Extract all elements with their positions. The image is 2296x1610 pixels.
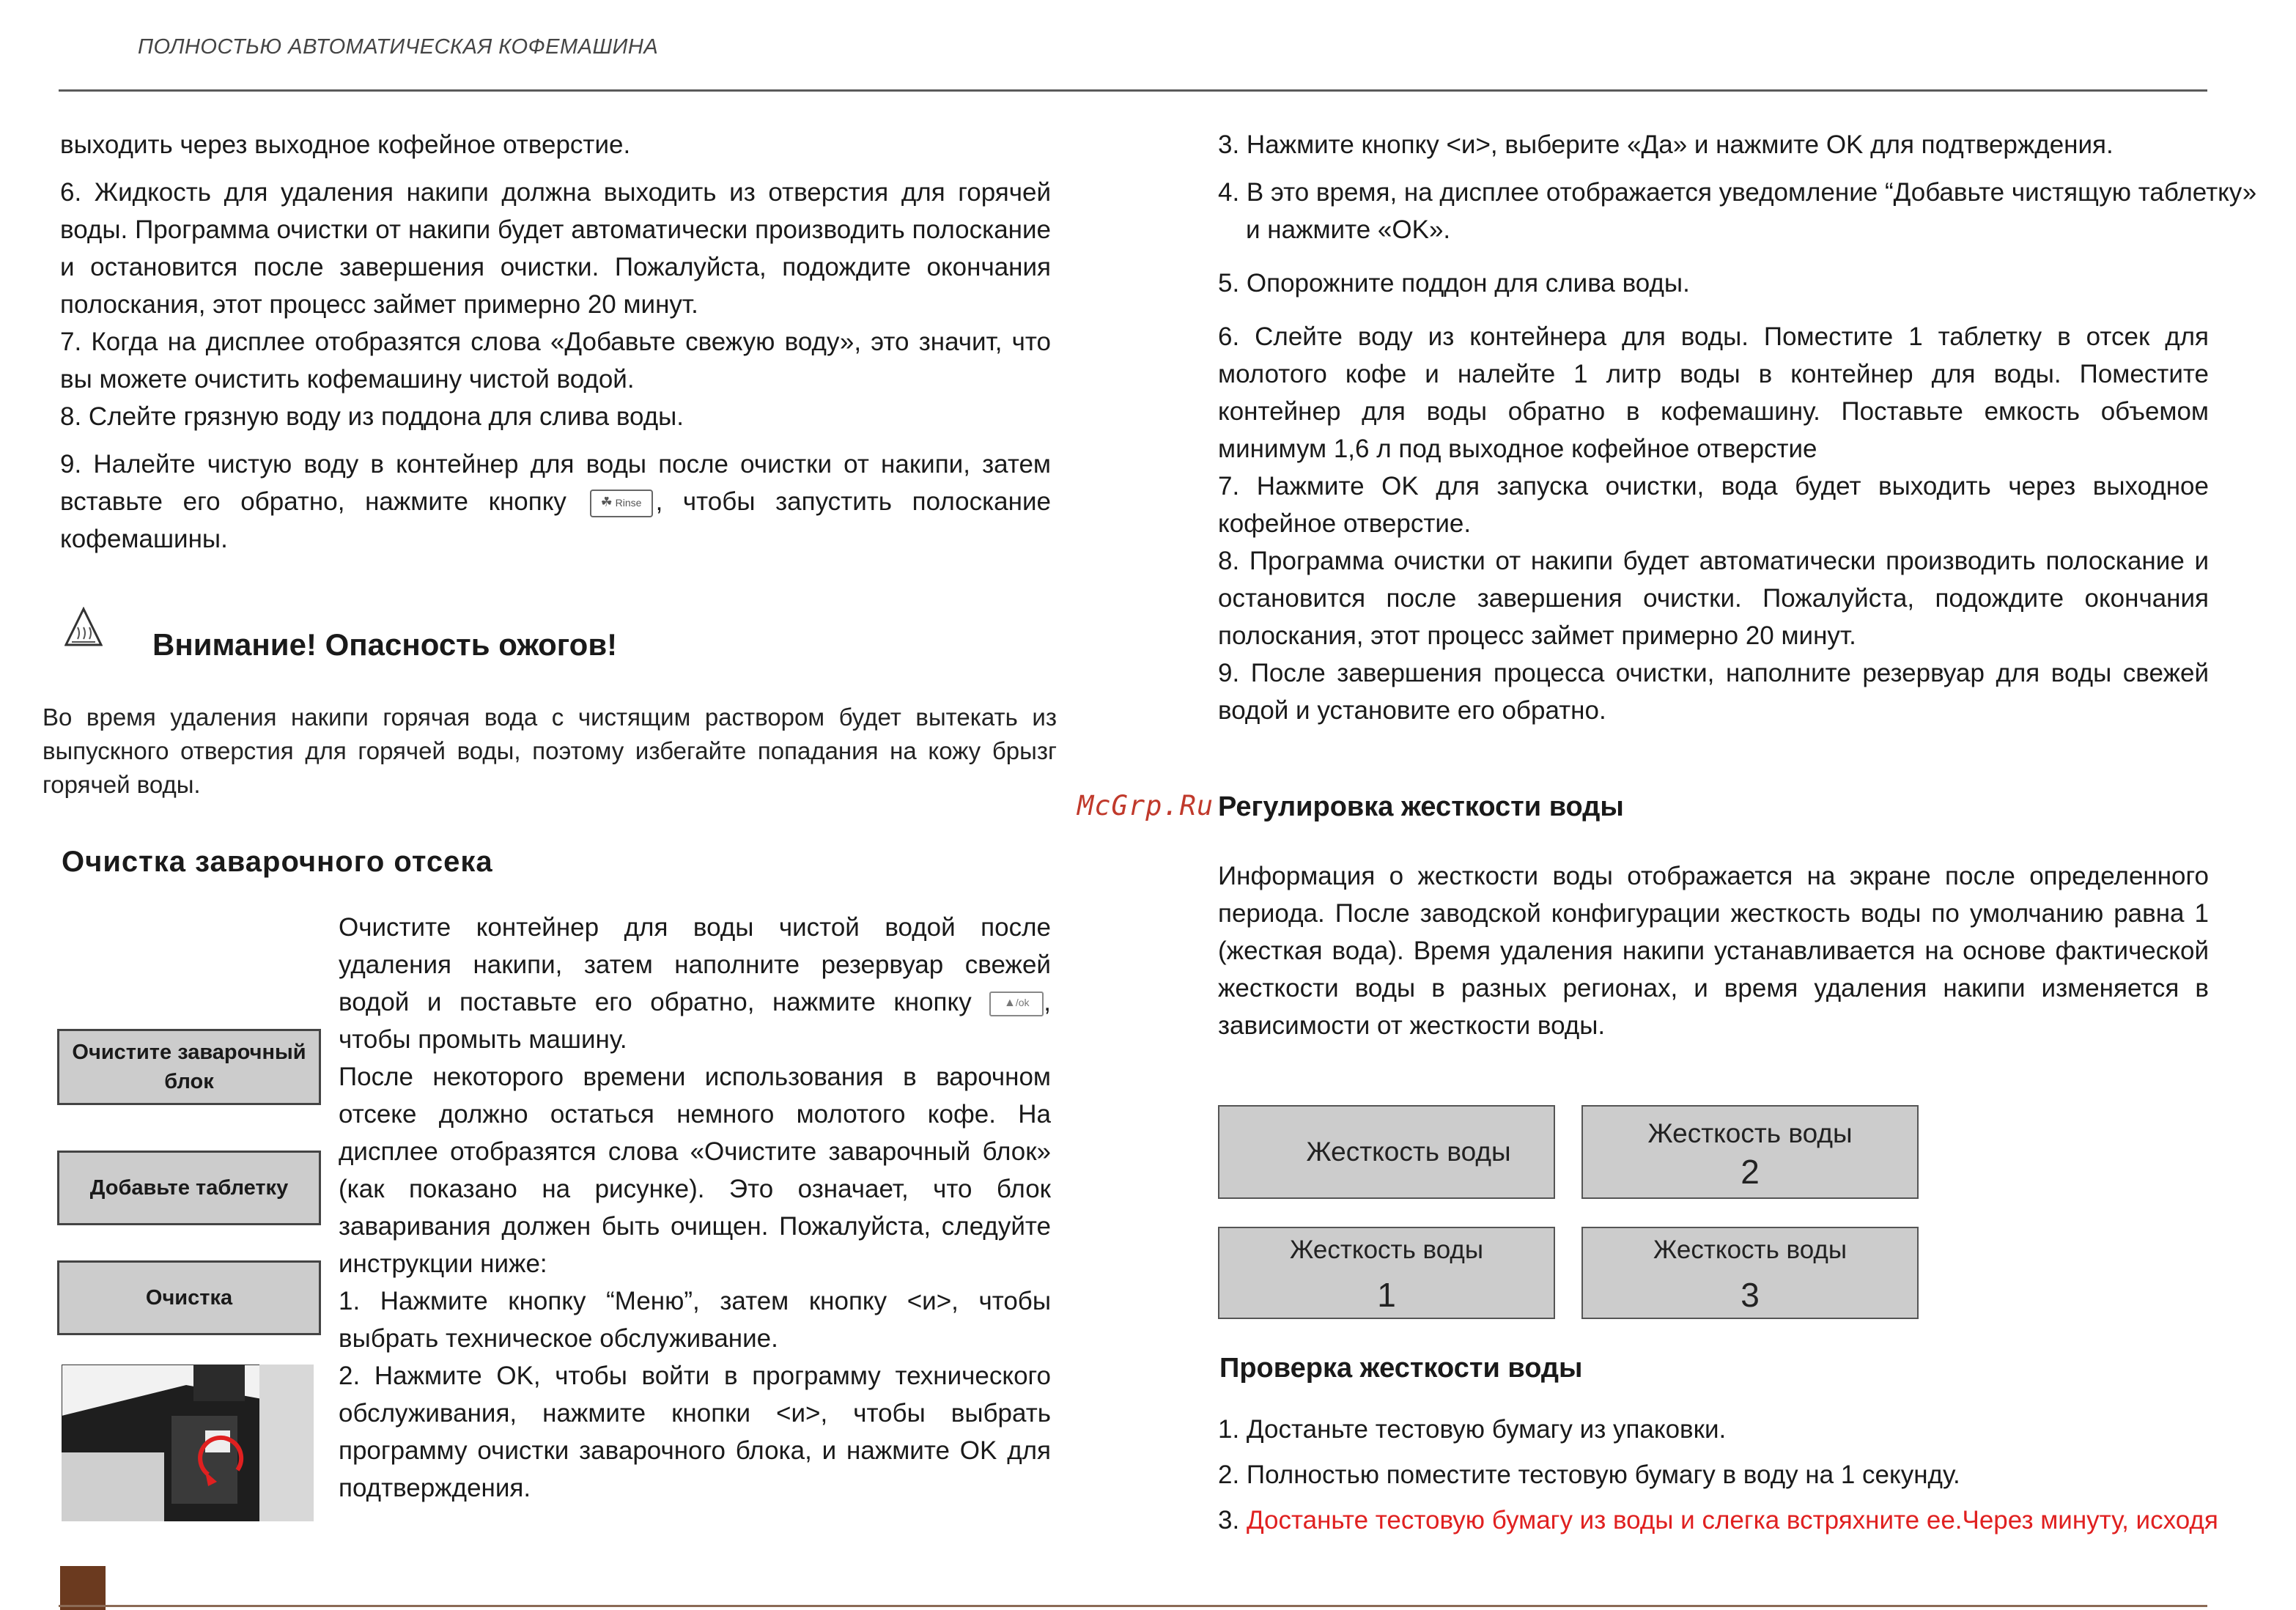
footer-rule [59, 1605, 2207, 1607]
display-clean-brew-unit: Очистите заварочный блок [57, 1029, 321, 1105]
display-add-tablet: Добавьте таблетку [57, 1151, 321, 1225]
paragraph-continuation: выходить через выходное кофейное отверстие. [60, 130, 631, 159]
step-7: 7. Когда на дисплее отобразятся слова «Добавьте свежую воду», это значит, что вы можете очистить кофемашину чистой водой. [60, 328, 1051, 394]
brew-paragraph-1: Очистите контейнер для воды чистой водой после удаления накипи, затем наполните резервуар свежей водой и поставьте его обратно, нажмите кнопку ▲/ok , чтобы промыть машину. [339, 913, 1051, 1054]
hardness-display-default: Жесткость воды [1218, 1105, 1555, 1199]
header-title: ПОЛНОСТЬЮ АВТОМАТИЧЕСКАЯ КОФЕМАШИНА [138, 35, 659, 59]
step-5: 5. Опорожните поддон для слива воды. [1218, 269, 1690, 298]
brew-unit-section-title: Очистка заварочного отсека [62, 846, 493, 878]
brew-step-2: 2. Нажмите OK, чтобы войти в программу технического обслуживания, нажмите кнопки <и>, чтобы выбрать программу очистки заварочного блока, и нажмите OK для подтверждения. [339, 1362, 1051, 1502]
water-hardness-text: Информация о жесткости воды отображается на экране после определенного периода. После заводской конфигурации жесткость воды по умолчанию равна 1 (жесткая вода). Время удаления накипи устанавливается на основе фактической жесткости воды в разных регионах, и время удаления накипи изменяется в зависимости от жесткости воды. [1218, 862, 2209, 1040]
right-column-text [1218, 126, 2257, 729]
water-ok-key-icon: ▲/ok [989, 992, 1044, 1016]
step-9-text-a: 9. Налейте чистую воду в контейнер для воды после очистки от накипи, затем вставьте его обратно, нажмите кнопку [60, 450, 1051, 516]
step-8: 8. Слейте грязную воду из поддона для слива воды. [60, 402, 684, 431]
water-hardness-title: Регулировка жесткости воды [1218, 791, 1624, 822]
step-7-right: 7. Нажмите OK для запуска очистки, вода будет выходить через выходное кофейное отверстие. [1218, 472, 2209, 538]
hardness-display-1: Жесткость воды 1 [1218, 1227, 1555, 1319]
rinse-key-icon: ☘ Rinse [590, 490, 653, 517]
watermark: McGrp.Ru [1077, 790, 1214, 821]
check-hardness-list [1218, 1413, 2259, 1549]
check-hardness-title: Проверка жесткости воды [1219, 1353, 1583, 1384]
step-4: 4. В это время, на дисплее отображается уведомление “Добавьте чистящую таблетку» и нажмите «OK». [1218, 178, 2257, 244]
check-step-1: 1. Достаньте тестовую бумагу из упаковки. [1218, 1415, 1727, 1444]
left-column-text [60, 126, 1051, 558]
step-3: 3. Нажмите кнопку <и>, выберите «Да» и нажмите OK для подтверждения. [1218, 130, 2114, 159]
step-9 [60, 446, 1051, 558]
page-corner-block [60, 1566, 106, 1610]
step-6: 6. Жидкость для удаления накипи должна выходить из отверстия для горячей воды. Программа очистки от накипи будет автоматически производить полоскание и остановится после завершения очистки. Пожалуйста, подождите окончания полоскания, этот процесс займет примерно 20 минут. [60, 178, 1051, 319]
warning-title: Внимание! Опасность ожогов! [152, 627, 618, 662]
check-step-3: 3. Достаньте тестовую бумагу из воды и слегка встряхните ее.Через минуту, исходя [1218, 1506, 2218, 1535]
hot-surface-warning-icon [64, 607, 103, 651]
brew-paragraph-2: После некоторого времени использования в варочном отсеке должно остаться немного молотого кофе. На дисплее отобразятся слова «Очистите заварочный блок» (как показано на рисунке). Это означает, что блок заваривания должен быть очищен. Пожалуйста, следуйте инструкции ниже: [339, 1063, 1051, 1278]
brew-unit-text [339, 909, 1051, 1507]
header-rule [59, 89, 2207, 92]
hardness-display-3: Жесткость воды 3 [1581, 1227, 1919, 1319]
step-6-right: 6. Слейте воду из контейнера для воды. Поместите 1 таблетку в отсек для молотого кофе и налейте 1 литр воды в контейнер для воды. Поместите контейнер для воды обратно в кофемашину. Поставьте емкость объемом минимум 1,6 л под выходное кофейное отверстие [1218, 322, 2209, 463]
step-9-text-b: , чтобы запустить полоскание кофемашины. [60, 487, 1051, 553]
hardness-display-2: Жесткость воды 2 [1581, 1105, 1919, 1199]
check-step-3-text: Достаньте тестовую бумагу из воды и слегка встряхните ее.Через минуту, исходя [1246, 1506, 2218, 1535]
step-8-right: 8. Программа очистки от накипи будет автоматически производить полоскание и остановится после завершения очистки. Пожалуйста, подождите окончания полоскания, этот процесс займет примерно 20 минут. [1218, 547, 2209, 650]
display-cleaning: Очистка [57, 1260, 321, 1335]
step-9-right: 9. После завершения процесса очистки, наполните резервуар для воды свежей водой и установите его обратно. [1218, 659, 2209, 725]
brew-unit-photo [62, 1365, 314, 1521]
warning-text: Во время удаления накипи горячая вода с чистящим раствором будет вытекать из выпускного отверстия для горячей воды, поэтому избегайте попадания на кожу брызг горячей воды. [43, 704, 1057, 798]
check-step-2: 2. Полностью поместите тестовую бумагу в воду на 1 секунду. [1218, 1461, 1960, 1489]
brew-step-1: 1. Нажмите кнопку “Меню”, затем кнопку <и>, чтобы выбрать техническое обслуживание. [339, 1287, 1051, 1353]
